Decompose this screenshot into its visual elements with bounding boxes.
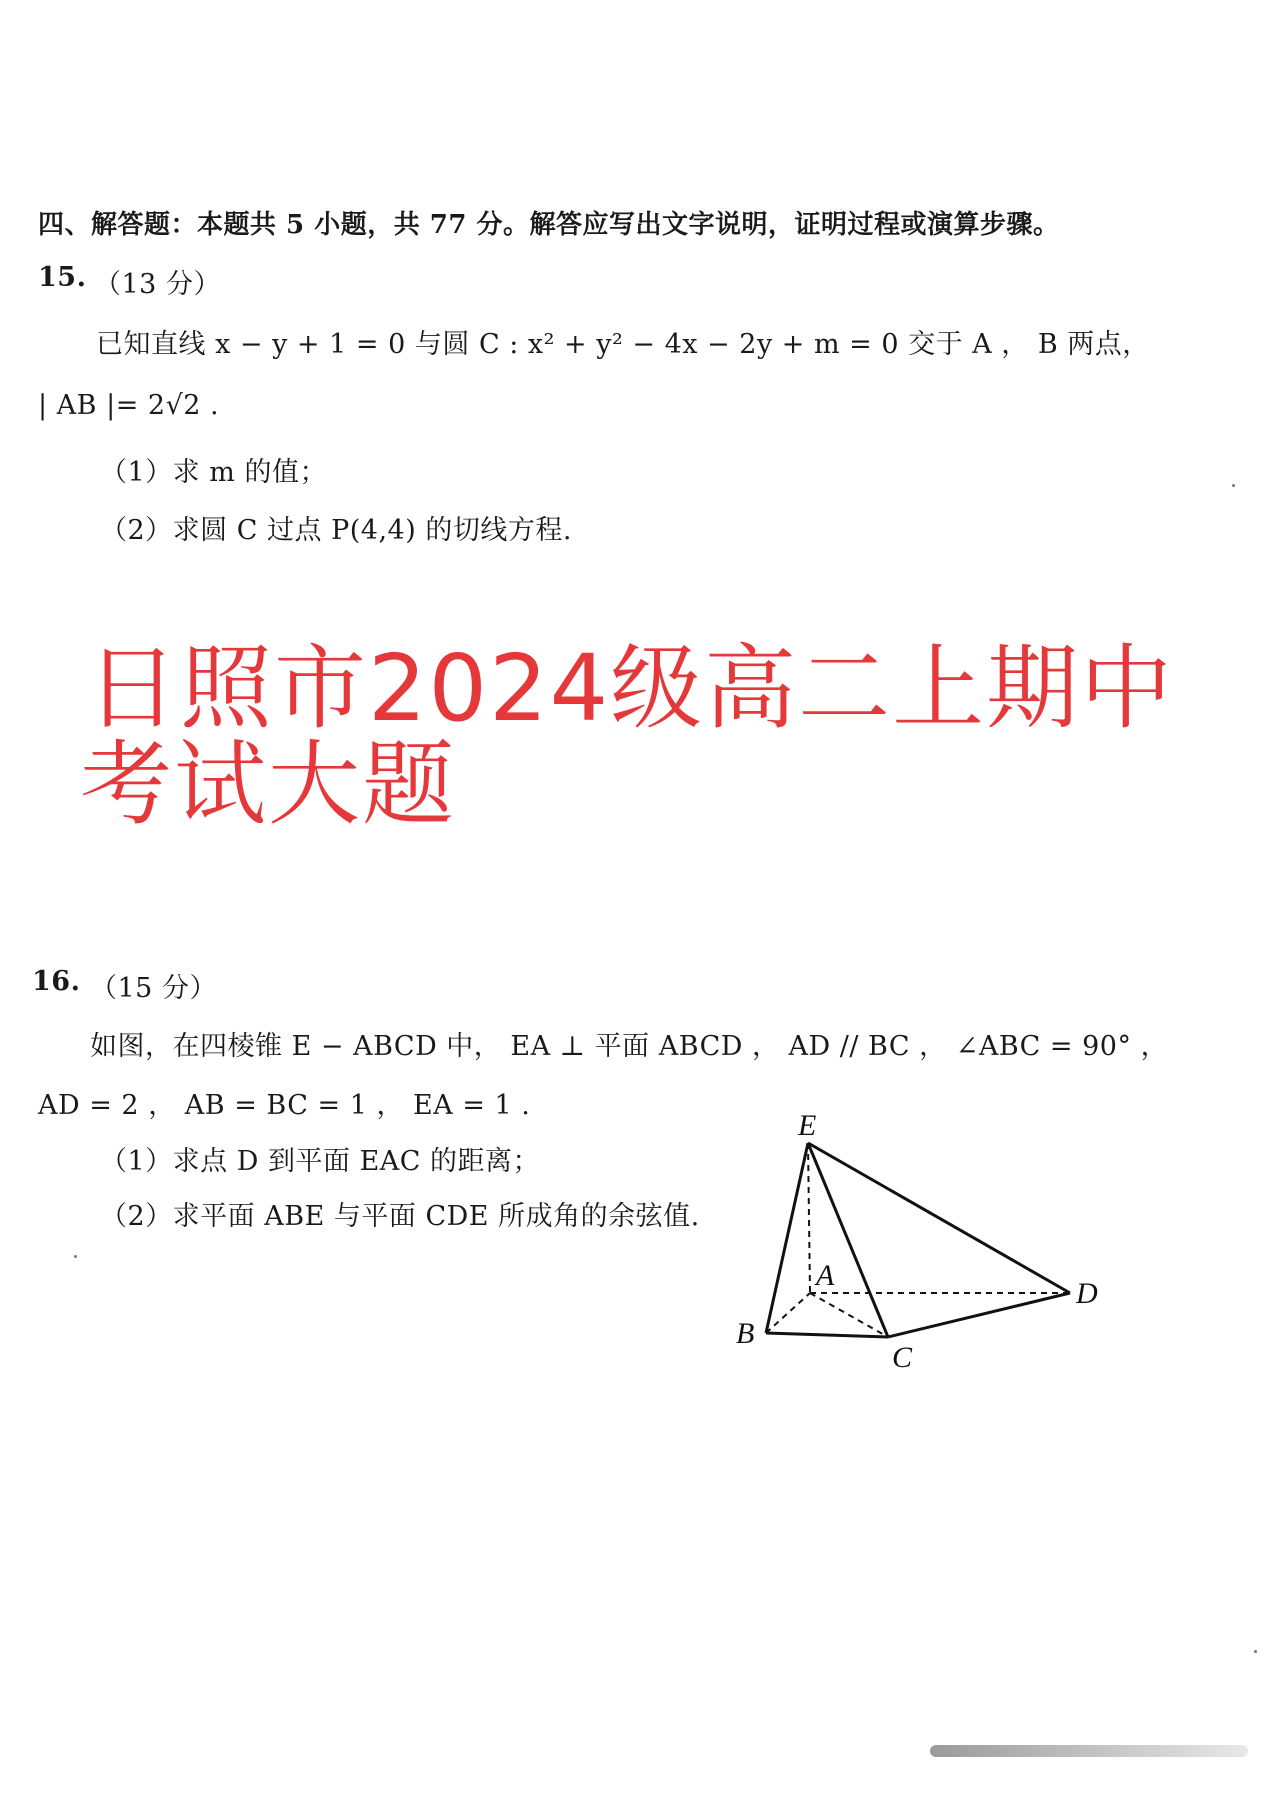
edge-ED: [808, 1143, 1070, 1293]
q16-part2: （2）求平面 ABE 与平面 CDE 所成角的余弦值.: [100, 1201, 700, 1232]
q15-score: （13 分）: [94, 269, 221, 300]
q16-stem-line1: 如图，在四棱锥 E − ABCD 中， EA ⊥ 平面 ABCD ， AD // BC ， ∠ABC = 90° ，: [90, 1031, 1169, 1062]
q15-stem-line1: 已知直线 x − y + 1 = 0 与圆 C : x² + y² − 4x − 2y + m = 0 交于 A ， B 两点，: [96, 329, 1150, 360]
q16-number: 16.: [32, 966, 81, 997]
scan-speck: [1232, 484, 1235, 487]
label-A: A: [816, 1259, 835, 1292]
edge-CD: [888, 1293, 1070, 1337]
scan-speck: [74, 1255, 77, 1258]
overlay-title-line2: 考试大题: [80, 731, 457, 838]
edge-EC: [808, 1143, 888, 1337]
label-C: C: [892, 1341, 913, 1374]
overlay-title-line1: 日照市2024级高二上期中: [86, 635, 1175, 742]
q15-stem-line2: | AB |= 2√2 .: [38, 390, 220, 421]
q15-part2: （2）求圆 C 过点 P(4,4) 的切线方程.: [100, 515, 572, 546]
edge-AC: [810, 1293, 888, 1337]
label-B: B: [736, 1317, 755, 1350]
scan-speck: [1254, 1650, 1257, 1653]
edge-BC: [766, 1333, 888, 1337]
edge-EB: [766, 1143, 808, 1333]
q16-score: （15 分）: [90, 973, 217, 1004]
edge-EA: [808, 1143, 810, 1293]
label-E: E: [798, 1115, 817, 1142]
q16-part1: （1）求点 D 到平面 EAC 的距离；: [100, 1146, 541, 1177]
label-D: D: [1076, 1277, 1098, 1310]
q15-part1: （1）求 m 的值；: [100, 457, 327, 488]
scroll-indicator[interactable]: [930, 1745, 1248, 1757]
q15-number: 15.: [38, 262, 87, 293]
pyramid-figure: [720, 1115, 1120, 1375]
section-heading: 四、解答题：本题共 5 小题，共 77 分。解答应写出文字说明，证明过程或演算步骤。: [38, 210, 1060, 240]
q16-stem-line2: AD = 2 ， AB = BC = 1 ， EA = 1 .: [38, 1090, 531, 1121]
